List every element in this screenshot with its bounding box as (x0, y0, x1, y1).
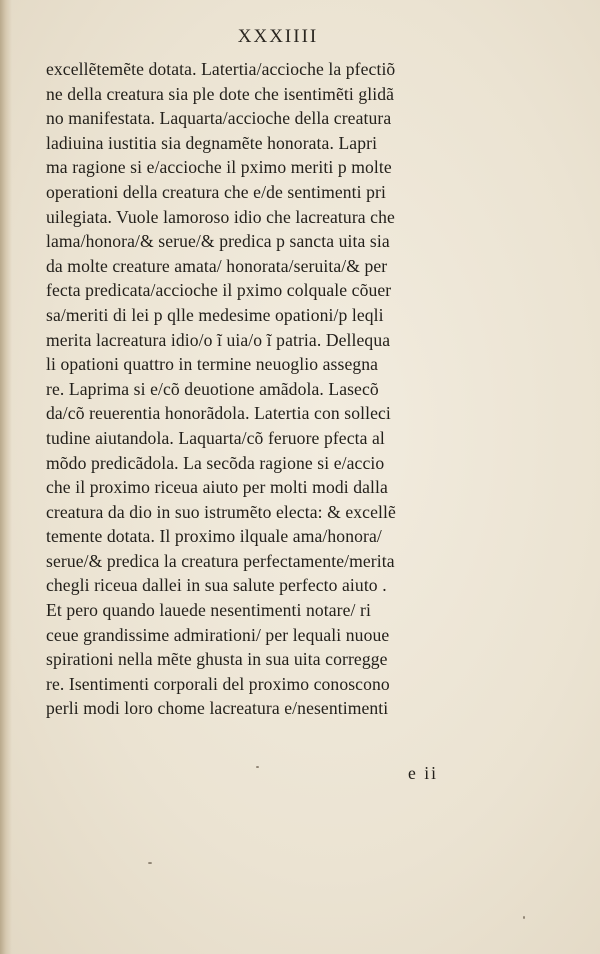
text-line: ma ragione si e/accioche il pximo meriti p molte (46, 157, 392, 178)
text-line: lama/honora/& serue/& predica p sancta uita sia (46, 231, 390, 252)
text-line: sa/meriti di lei p qlle medesime opationi/p leqli (46, 304, 384, 325)
text-line: fecta predicata/accioche il pximo colquale cõuer (46, 280, 392, 301)
text-line: da molte creature amata/ honorata/seruita/& per (46, 255, 388, 276)
text-line: no manifestata. Laquarta/accioche della creatura (46, 108, 392, 129)
text-line: che il proximo riceua aiuto per molti modi dalla (46, 477, 388, 498)
text-line: spirationi nella mẽte ghusta in sua uita corregge (46, 649, 388, 670)
text-line: tudine aiutandola. Laquarta/cõ feruore pfecta al (46, 427, 385, 448)
paper-speck (148, 862, 152, 864)
signature-mark: e ii (408, 763, 438, 783)
paper-speck (523, 916, 525, 919)
text-line: Et pero quando lauede nesentimenti notare/ ri (46, 600, 371, 621)
text-line: re. Isentimenti corporali del proximo conoscono (46, 673, 390, 694)
text-line: li opationi quattro in termine neuoglio assegna (46, 354, 379, 375)
text-line: creatura da dio in suo istrumẽto electa: & excellẽ (46, 501, 396, 522)
folio-number: XXXIIII (237, 26, 319, 47)
text-line: ladiuina iustitia sia degnamẽte honorata. Lapri (46, 132, 378, 153)
text-line: re. Laprima si e/cõ deuotione amãdola. Lasecõ (46, 378, 379, 399)
text-line: ceue grandissime admirationi/ per lequali nuoue (46, 624, 390, 645)
page-gutter-shadow (0, 0, 12, 954)
text-line: mõdo predicãdola. La secõda ragione si e/accio (46, 452, 385, 473)
text-line: ne della creatura sia ple dote che isentimẽti glidã (46, 83, 395, 104)
text-line: operationi della creatura che e/de sentimenti pri (46, 181, 387, 202)
text-line: excellẽtemẽte dotata. Latertia/accioche la pfectiõ (46, 59, 396, 79)
text-line: merita lacreatura idio/o ĩ uia/o ĩ patria. Dellequa (46, 329, 391, 350)
text-line: uilegiata. Vuole lamoroso idio che lacreatura che (46, 206, 395, 227)
text-line: serue/& predica la creatura perfectamente/merita (46, 550, 395, 571)
text-line: da/cõ reuerentia honorãdola. Latertia con solleci (46, 403, 391, 424)
paper-speck (256, 766, 259, 768)
text-line: chegli riceua dallei in sua salute perfecto aiuto . (46, 575, 387, 596)
body-text (46, 57, 476, 721)
text-line: perli modi loro chome lacreatura e/nesentimenti (46, 698, 389, 719)
text-line: temente dotata. Il proximo ilquale ama/honora/ (46, 526, 382, 547)
